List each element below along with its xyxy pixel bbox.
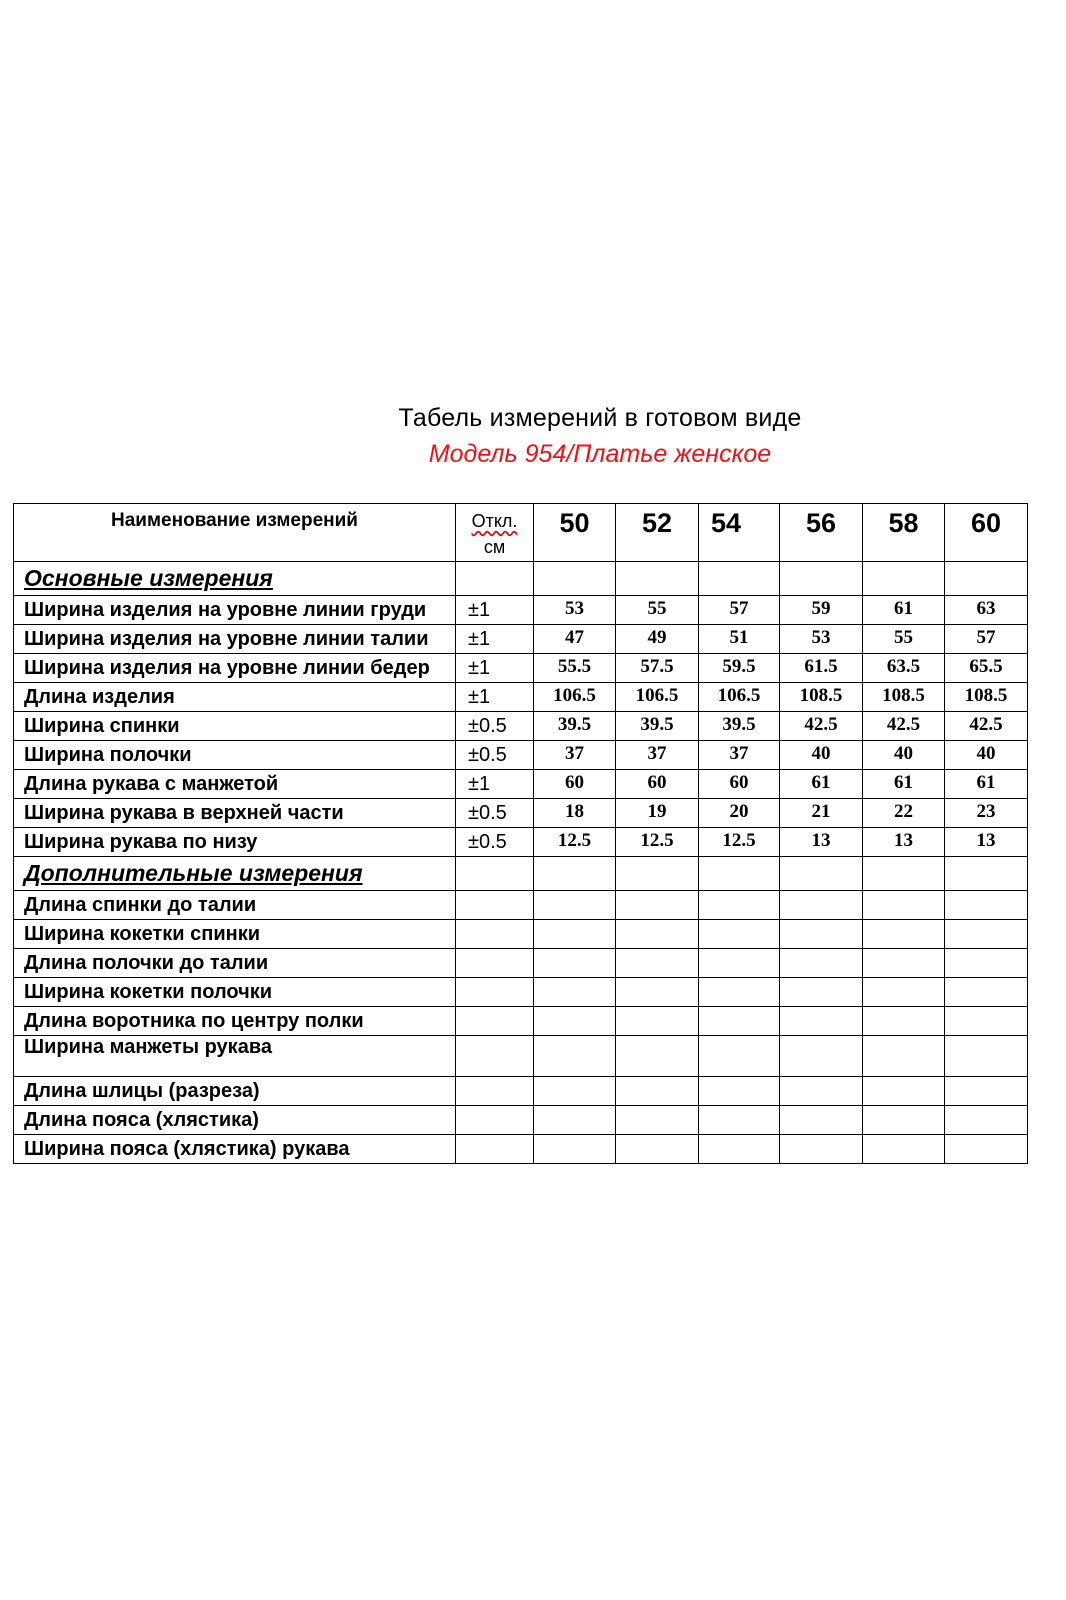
section-title: Основные измерения bbox=[14, 562, 456, 596]
empty-cell bbox=[534, 1135, 616, 1164]
value-cell: 61.5 bbox=[780, 654, 863, 683]
value-cell: 106.5 bbox=[534, 683, 616, 712]
measurement-name: Ширина изделия на уровне линии бедер bbox=[14, 654, 456, 683]
value-cell: 59 bbox=[780, 596, 863, 625]
tolerance-cell: ±1 bbox=[456, 654, 534, 683]
empty-cell bbox=[863, 562, 945, 596]
measurement-name: Ширина кокетки спинки bbox=[14, 920, 456, 949]
empty-cell bbox=[699, 562, 780, 596]
table-row bbox=[14, 1007, 1028, 1036]
empty-cell bbox=[699, 978, 780, 1007]
tolerance-cell: ±0.5 bbox=[456, 828, 534, 857]
empty-cell bbox=[699, 949, 780, 978]
value-cell: 106.5 bbox=[616, 683, 699, 712]
empty-cell bbox=[863, 1007, 945, 1036]
value-cell: 59.5 bbox=[699, 654, 780, 683]
value-cell: 20 bbox=[699, 799, 780, 828]
column-header-size: 58 bbox=[863, 504, 945, 562]
value-cell: 12.5 bbox=[699, 828, 780, 857]
empty-cell bbox=[534, 1077, 616, 1106]
column-header-size: 60 bbox=[945, 504, 1028, 562]
section-row-main bbox=[14, 562, 1028, 596]
value-cell: 39.5 bbox=[699, 712, 780, 741]
empty-cell bbox=[863, 857, 945, 891]
table-row bbox=[14, 828, 1028, 857]
value-cell: 40 bbox=[863, 741, 945, 770]
empty-cell bbox=[616, 1135, 699, 1164]
empty-cell bbox=[780, 562, 863, 596]
empty-cell bbox=[699, 1007, 780, 1036]
value-cell: 37 bbox=[534, 741, 616, 770]
value-cell: 39.5 bbox=[534, 712, 616, 741]
table-row bbox=[14, 712, 1028, 741]
empty-cell bbox=[456, 949, 534, 978]
empty-cell bbox=[456, 857, 534, 891]
empty-cell bbox=[945, 1106, 1028, 1135]
table-row bbox=[14, 1036, 1028, 1077]
column-header-size: 54 bbox=[699, 504, 780, 562]
empty-cell bbox=[456, 1135, 534, 1164]
section-row-extra bbox=[14, 857, 1028, 891]
table-row bbox=[14, 949, 1028, 978]
value-cell: 22 bbox=[863, 799, 945, 828]
measurement-name: Ширина кокетки полочки bbox=[14, 978, 456, 1007]
table-row bbox=[14, 770, 1028, 799]
table-row bbox=[14, 683, 1028, 712]
empty-cell bbox=[945, 978, 1028, 1007]
value-cell: 47 bbox=[534, 625, 616, 654]
tolerance-cell: ±1 bbox=[456, 596, 534, 625]
measurement-name: Ширина манжеты рукава bbox=[14, 1036, 456, 1077]
table-row bbox=[14, 741, 1028, 770]
value-cell: 18 bbox=[534, 799, 616, 828]
empty-cell bbox=[616, 1036, 699, 1077]
empty-cell bbox=[699, 857, 780, 891]
table-row bbox=[14, 1135, 1028, 1164]
value-cell: 61 bbox=[863, 770, 945, 799]
table-row bbox=[14, 596, 1028, 625]
value-cell: 63.5 bbox=[863, 654, 945, 683]
empty-cell bbox=[534, 949, 616, 978]
empty-cell bbox=[863, 1135, 945, 1164]
empty-cell bbox=[780, 1106, 863, 1135]
empty-cell bbox=[616, 562, 699, 596]
value-cell: 12.5 bbox=[534, 828, 616, 857]
empty-cell bbox=[616, 949, 699, 978]
value-cell: 61 bbox=[863, 596, 945, 625]
measurement-name: Ширина рукава в верхней части bbox=[14, 799, 456, 828]
tolerance-cell: ±0.5 bbox=[456, 741, 534, 770]
measurement-name: Ширина спинки bbox=[14, 712, 456, 741]
empty-cell bbox=[780, 857, 863, 891]
empty-cell bbox=[945, 1036, 1028, 1077]
table-row bbox=[14, 625, 1028, 654]
empty-cell bbox=[534, 562, 616, 596]
empty-cell bbox=[945, 1135, 1028, 1164]
page-subtitle: Модель 954/Платье женское bbox=[428, 440, 772, 468]
empty-cell bbox=[534, 1106, 616, 1135]
empty-cell bbox=[945, 1077, 1028, 1106]
empty-cell bbox=[945, 891, 1028, 920]
measurement-name: Ширина изделия на уровне линии талии bbox=[14, 625, 456, 654]
empty-cell bbox=[780, 891, 863, 920]
empty-cell bbox=[863, 891, 945, 920]
empty-cell bbox=[780, 920, 863, 949]
empty-cell bbox=[945, 562, 1028, 596]
empty-cell bbox=[456, 978, 534, 1007]
empty-cell bbox=[699, 1106, 780, 1135]
value-cell: 39.5 bbox=[616, 712, 699, 741]
value-cell: 53 bbox=[534, 596, 616, 625]
empty-cell bbox=[534, 857, 616, 891]
value-cell: 106.5 bbox=[699, 683, 780, 712]
empty-cell bbox=[945, 949, 1028, 978]
tolerance-header-line2: см bbox=[483, 537, 506, 557]
tolerance-cell: ±1 bbox=[456, 770, 534, 799]
empty-cell bbox=[945, 1007, 1028, 1036]
measurement-name: Длина шлицы (разреза) bbox=[14, 1077, 456, 1106]
measurement-table bbox=[13, 503, 1028, 1164]
tolerance-cell: ±0.5 bbox=[456, 712, 534, 741]
empty-cell bbox=[534, 1007, 616, 1036]
empty-cell bbox=[456, 1007, 534, 1036]
empty-cell bbox=[534, 978, 616, 1007]
value-cell: 108.5 bbox=[863, 683, 945, 712]
value-cell: 21 bbox=[780, 799, 863, 828]
value-cell: 60 bbox=[616, 770, 699, 799]
table-row bbox=[14, 978, 1028, 1007]
value-cell: 108.5 bbox=[945, 683, 1028, 712]
column-header-name: Наименование измерений bbox=[14, 504, 456, 562]
empty-cell bbox=[616, 1007, 699, 1036]
tolerance-header-line1: Откл. bbox=[471, 511, 518, 531]
value-cell: 57 bbox=[699, 596, 780, 625]
empty-cell bbox=[780, 949, 863, 978]
value-cell: 61 bbox=[780, 770, 863, 799]
empty-cell bbox=[945, 920, 1028, 949]
empty-cell bbox=[863, 1106, 945, 1135]
value-cell: 108.5 bbox=[780, 683, 863, 712]
table-row bbox=[14, 1077, 1028, 1106]
empty-cell bbox=[780, 978, 863, 1007]
value-cell: 23 bbox=[945, 799, 1028, 828]
value-cell: 60 bbox=[534, 770, 616, 799]
measurement-name: Длина спинки до талии bbox=[14, 891, 456, 920]
value-cell: 60 bbox=[699, 770, 780, 799]
column-header-size: 56 bbox=[780, 504, 863, 562]
measurement-name: Длина полочки до талии bbox=[14, 949, 456, 978]
header-row bbox=[14, 504, 1028, 562]
empty-cell bbox=[699, 891, 780, 920]
page-title: Табель измерений в готовом виде bbox=[398, 404, 802, 432]
empty-cell bbox=[616, 891, 699, 920]
empty-cell bbox=[456, 562, 534, 596]
tolerance-cell: ±1 bbox=[456, 683, 534, 712]
value-cell: 40 bbox=[945, 741, 1028, 770]
empty-cell bbox=[863, 978, 945, 1007]
column-header-size: 50 bbox=[534, 504, 616, 562]
measurement-name: Ширина изделия на уровне линии груди bbox=[14, 596, 456, 625]
value-cell: 55 bbox=[616, 596, 699, 625]
value-cell: 65.5 bbox=[945, 654, 1028, 683]
value-cell: 57.5 bbox=[616, 654, 699, 683]
value-cell: 51 bbox=[699, 625, 780, 654]
measurement-name: Ширина пояса (хлястика) рукава bbox=[14, 1135, 456, 1164]
empty-cell bbox=[456, 1036, 534, 1077]
empty-cell bbox=[534, 891, 616, 920]
table-row bbox=[14, 1106, 1028, 1135]
value-cell: 12.5 bbox=[616, 828, 699, 857]
empty-cell bbox=[616, 1077, 699, 1106]
table-row bbox=[14, 920, 1028, 949]
measurement-name: Длина пояса (хлястика) bbox=[14, 1106, 456, 1135]
value-cell: 61 bbox=[945, 770, 1028, 799]
measurement-name: Ширина рукава по низу bbox=[14, 828, 456, 857]
value-cell: 49 bbox=[616, 625, 699, 654]
empty-cell bbox=[945, 857, 1028, 891]
value-cell: 63 bbox=[945, 596, 1028, 625]
empty-cell bbox=[780, 1135, 863, 1164]
value-cell: 53 bbox=[780, 625, 863, 654]
table-row bbox=[14, 654, 1028, 683]
measurement-name: Длина изделия bbox=[14, 683, 456, 712]
value-cell: 42.5 bbox=[945, 712, 1028, 741]
empty-cell bbox=[780, 1007, 863, 1036]
value-cell: 55 bbox=[863, 625, 945, 654]
tolerance-cell: ±1 bbox=[456, 625, 534, 654]
empty-cell bbox=[534, 1036, 616, 1077]
empty-cell bbox=[456, 1106, 534, 1135]
empty-cell bbox=[699, 1036, 780, 1077]
empty-cell bbox=[616, 978, 699, 1007]
value-cell: 57 bbox=[945, 625, 1028, 654]
empty-cell bbox=[456, 920, 534, 949]
value-cell: 40 bbox=[780, 741, 863, 770]
section-title: Дополнительные измерения bbox=[14, 857, 456, 891]
empty-cell bbox=[616, 1106, 699, 1135]
measurement-name: Длина воротника по центру полки bbox=[14, 1007, 456, 1036]
value-cell: 19 bbox=[616, 799, 699, 828]
measurement-name: Длина рукава с манжетой bbox=[14, 770, 456, 799]
value-cell: 42.5 bbox=[863, 712, 945, 741]
empty-cell bbox=[699, 920, 780, 949]
table-row bbox=[14, 799, 1028, 828]
value-cell: 13 bbox=[780, 828, 863, 857]
empty-cell bbox=[616, 920, 699, 949]
empty-cell bbox=[863, 1077, 945, 1106]
empty-cell bbox=[616, 857, 699, 891]
empty-cell bbox=[456, 891, 534, 920]
empty-cell bbox=[534, 920, 616, 949]
tolerance-cell: ±0.5 bbox=[456, 799, 534, 828]
empty-cell bbox=[863, 920, 945, 949]
value-cell: 13 bbox=[945, 828, 1028, 857]
empty-cell bbox=[456, 1077, 534, 1106]
empty-cell bbox=[780, 1036, 863, 1077]
empty-cell bbox=[780, 1077, 863, 1106]
empty-cell bbox=[699, 1135, 780, 1164]
empty-cell bbox=[863, 1036, 945, 1077]
value-cell: 13 bbox=[863, 828, 945, 857]
table-row bbox=[14, 891, 1028, 920]
value-cell: 42.5 bbox=[780, 712, 863, 741]
value-cell: 37 bbox=[699, 741, 780, 770]
value-cell: 37 bbox=[616, 741, 699, 770]
column-header-size: 52 bbox=[616, 504, 699, 562]
measurement-name: Ширина полочки bbox=[14, 741, 456, 770]
empty-cell bbox=[699, 1077, 780, 1106]
value-cell: 55.5 bbox=[534, 654, 616, 683]
empty-cell bbox=[863, 949, 945, 978]
column-header-tolerance bbox=[456, 504, 534, 562]
